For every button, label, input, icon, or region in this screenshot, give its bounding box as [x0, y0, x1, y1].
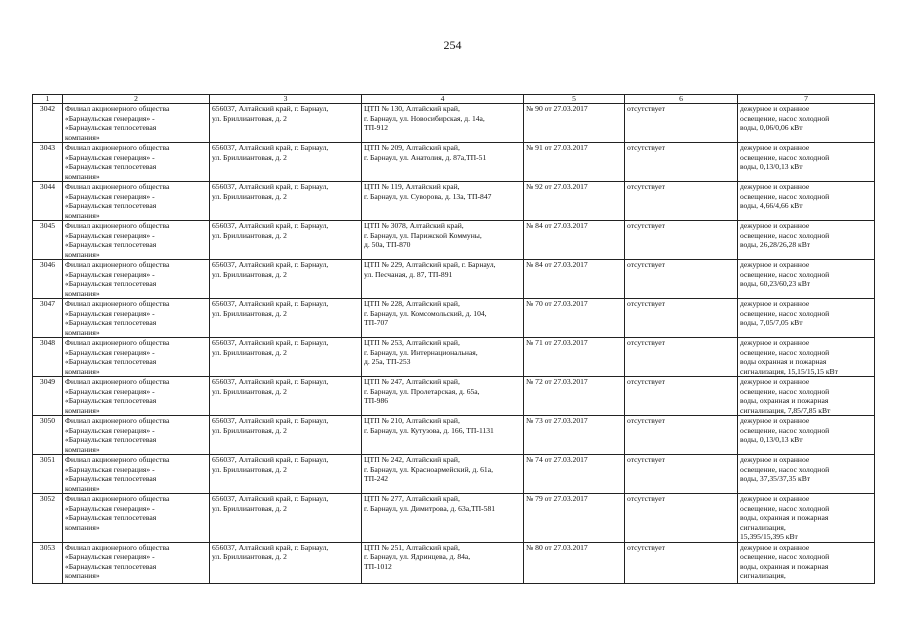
document-number-cell: № 84 от 27.03.2017	[524, 260, 625, 299]
cell-line: ул. Бриллиантовая, д. 2	[212, 230, 287, 240]
cell-line: освещение, насос холодной	[740, 503, 830, 513]
cell-line: ЦТП № 228, Алтайский край,	[364, 299, 460, 308]
status-cell: отсутствует	[625, 299, 738, 338]
cell-line: ЦТП № 253, Алтайский край,	[364, 338, 460, 347]
power-description-cell	[738, 377, 875, 416]
cell-line: дежурное и охранное	[740, 299, 810, 308]
document-number-cell: № 74 от 27.03.2017	[524, 455, 625, 494]
cell-line: 656037, Алтайский край, г. Барнаул,	[212, 143, 329, 152]
document-number-cell: № 73 от 27.03.2017	[524, 416, 625, 455]
cell-line: «Барнаульская генерация» -	[65, 230, 155, 240]
cell-line: Филиал акционерного общества	[65, 260, 170, 269]
table-body	[33, 104, 875, 584]
cell-line: 656037, Алтайский край, г. Барнаул,	[212, 260, 329, 269]
cell-line: компания»	[65, 366, 100, 376]
cell-line: г. Барнаул, ул. Новосибирская, д. 14а,	[364, 113, 485, 123]
table-row	[33, 338, 875, 377]
cell-line: дежурное и охранное	[740, 455, 810, 464]
status-cell: отсутствует	[625, 494, 738, 543]
power-description-cell	[738, 338, 875, 377]
object-location-cell	[362, 104, 524, 143]
cell-line: Филиал акционерного общества	[65, 416, 170, 425]
column-header: 4	[362, 95, 524, 104]
legal-address-cell	[210, 143, 362, 182]
status-cell: отсутствует	[625, 143, 738, 182]
cell-line: г. Барнаул, ул. Парижской Коммуны,	[364, 230, 482, 240]
cell-line: г. Барнаул, ул. Интернациональная,	[364, 347, 478, 357]
legal-address-cell	[210, 542, 362, 583]
cell-line: Филиал акционерного общества	[65, 338, 170, 347]
cell-line: «Барнаульская теплосетевая	[65, 162, 157, 171]
status-cell: отсутствует	[625, 542, 738, 583]
cell-line: ул. Бриллиантовая, д. 2	[212, 191, 287, 201]
cell-line: Филиал акционерного общества	[65, 494, 170, 503]
cell-line: компания»	[65, 288, 100, 298]
cell-line: г. Барнаул, ул. Димитрова, д. 63а,ТП-581	[364, 503, 496, 513]
legal-address-cell	[210, 416, 362, 455]
cell-line: ул. Бриллиантовая, д. 2	[212, 386, 287, 396]
legal-address-cell	[210, 260, 362, 299]
cell-line: воды, 0,13/0,13 кВт	[740, 162, 803, 171]
cell-line: г. Барнаул, ул. Комсомольский, д. 104,	[364, 308, 487, 318]
cell-line: Филиал акционерного общества	[65, 104, 170, 113]
cell-line: ул. Бриллиантовая, д. 2	[212, 552, 287, 561]
row-number-cell: 3047	[33, 299, 63, 338]
legal-address-cell	[210, 377, 362, 416]
legal-address-cell	[210, 494, 362, 543]
cell-line: воды, 7,05/7,05 кВт	[740, 318, 803, 327]
cell-line: 656037, Алтайский край, г. Барнаул,	[212, 221, 329, 230]
cell-line: «Барнаульская теплосетевая	[65, 396, 157, 405]
status-cell: отсутствует	[625, 338, 738, 377]
cell-line: воды, 26,28/26,28 кВт	[740, 240, 811, 249]
status-cell: отсутствует	[625, 104, 738, 143]
cell-line: воды, 4,66/4,66 кВт	[740, 201, 803, 210]
power-description-cell	[738, 182, 875, 221]
table-row	[33, 455, 875, 494]
organization-cell	[63, 104, 210, 143]
status-cell: отсутствует	[625, 377, 738, 416]
organization-cell	[63, 182, 210, 221]
cell-line: освещение, насос холодной	[740, 347, 830, 357]
object-location-cell	[362, 494, 524, 543]
cell-line: ул. Бриллиантовая, д. 2	[212, 308, 287, 318]
organization-cell	[63, 494, 210, 543]
status-cell: отсутствует	[625, 455, 738, 494]
cell-line: воды, охранная и пожарная	[740, 513, 829, 522]
document-number-cell: № 71 от 27.03.2017	[524, 338, 625, 377]
cell-line: «Барнаульская генерация» -	[65, 308, 155, 318]
cell-line: ЦТП № 130, Алтайский край,	[364, 104, 460, 113]
row-number-cell: 3045	[33, 221, 63, 260]
column-header: 7	[738, 95, 875, 104]
row-number-cell: 3050	[33, 416, 63, 455]
cell-line: «Барнаульская генерация» -	[65, 503, 155, 513]
document-number-cell: № 79 от 27.03.2017	[524, 494, 625, 543]
power-description-cell	[738, 299, 875, 338]
object-location-cell	[362, 260, 524, 299]
cell-line: дежурное и охранное	[740, 143, 810, 152]
header-row	[33, 95, 875, 104]
power-description-cell	[738, 455, 875, 494]
power-description-cell	[738, 542, 875, 583]
organization-cell	[63, 416, 210, 455]
object-location-cell	[362, 416, 524, 455]
table-row	[33, 104, 875, 143]
legal-address-cell	[210, 299, 362, 338]
cell-line: г. Барнаул, ул. Ядринцева, д. 84а,	[364, 552, 471, 561]
cell-line: ЦТП № 209, Алтайский край,	[364, 143, 460, 152]
organization-cell	[63, 260, 210, 299]
table-row	[33, 221, 875, 260]
table-row	[33, 377, 875, 416]
cell-line: г. Барнаул, ул. Анатолия, д. 87а,ТП-51	[364, 152, 487, 162]
legal-address-cell	[210, 455, 362, 494]
cell-line: ул. Песчаная, д. 87, ТП-891	[364, 269, 453, 279]
column-header: 2	[63, 95, 210, 104]
table-row	[33, 143, 875, 182]
organization-cell	[63, 143, 210, 182]
cell-line: Филиал акционерного общества	[65, 182, 170, 191]
cell-line: компания»	[65, 571, 100, 580]
cell-line: «Барнаульская теплосетевая	[65, 318, 157, 327]
cell-line: ул. Бриллиантовая, д. 2	[212, 152, 287, 162]
cell-line: сигнализация, 7,85/7,85 кВт	[740, 405, 831, 415]
document-number-cell: № 91 от 27.03.2017	[524, 143, 625, 182]
object-location-cell	[362, 143, 524, 182]
cell-line: «Барнаульская теплосетевая	[65, 561, 157, 571]
cell-line: ЦТП № 242, Алтайский край,	[364, 455, 460, 464]
cell-line: Филиал акционерного общества	[65, 299, 170, 308]
power-description-cell	[738, 494, 875, 543]
status-cell: отсутствует	[625, 221, 738, 260]
cell-line: освещение, насос холодной	[740, 386, 830, 396]
cell-line: освещение, насос холодной	[740, 152, 830, 162]
cell-line: компания»	[65, 132, 100, 142]
power-description-cell	[738, 104, 875, 143]
row-number-cell: 3044	[33, 182, 63, 221]
cell-line: компания»	[65, 210, 100, 220]
cell-line: воды, охранная и пожарная	[740, 396, 829, 405]
cell-line: освещение, насос холодной	[740, 464, 830, 474]
cell-line: 656037, Алтайский край, г. Барнаул,	[212, 377, 329, 386]
cell-line: 656037, Алтайский край, г. Барнаул,	[212, 299, 329, 308]
status-cell: отсутствует	[625, 416, 738, 455]
cell-line: Филиал акционерного общества	[65, 221, 170, 230]
cell-line: 656037, Алтайский край, г. Барнаул,	[212, 416, 329, 425]
cell-line: ул. Бриллиантовая, д. 2	[212, 347, 287, 357]
cell-line: «Барнаульская генерация» -	[65, 386, 155, 396]
cell-line: компания»	[65, 327, 100, 337]
row-number-cell: 3048	[33, 338, 63, 377]
cell-line: воды, 60,23/60,23 кВт	[740, 279, 811, 288]
document-number-cell: № 84 от 27.03.2017	[524, 221, 625, 260]
registry-table	[32, 94, 875, 584]
organization-cell	[63, 338, 210, 377]
cell-line: ТП-1012	[364, 561, 392, 571]
cell-line: 656037, Алтайский край, г. Барнаул,	[212, 494, 329, 503]
cell-line: 656037, Алтайский край, г. Барнаул,	[212, 104, 329, 113]
cell-line: ТП-242	[364, 474, 389, 483]
cell-line: компания»	[65, 171, 100, 181]
table-row	[33, 182, 875, 221]
cell-line: «Барнаульская генерация» -	[65, 347, 155, 357]
object-location-cell	[362, 338, 524, 377]
cell-line: 656037, Алтайский край, г. Барнаул,	[212, 182, 329, 191]
cell-line: «Барнаульская теплосетевая	[65, 123, 157, 132]
cell-line: ТП-986	[364, 396, 389, 405]
cell-line: ЦТП № 277, Алтайский край,	[364, 494, 460, 503]
document-number-cell: № 70 от 27.03.2017	[524, 299, 625, 338]
cell-line: компания»	[65, 444, 100, 454]
cell-line: освещение, насос холодной	[740, 269, 830, 279]
cell-line: Филиал акционерного общества	[65, 542, 170, 552]
column-header: 6	[625, 95, 738, 104]
cell-line: «Барнаульская теплосетевая	[65, 435, 157, 444]
document-number-cell: № 90 от 27.03.2017	[524, 104, 625, 143]
cell-line: воды, охранная и пожарная	[740, 561, 829, 571]
cell-line: дежурное и охранное	[740, 377, 810, 386]
organization-cell	[63, 542, 210, 583]
table-row	[33, 416, 875, 455]
legal-address-cell	[210, 182, 362, 221]
cell-line: 656037, Алтайский край, г. Барнаул,	[212, 455, 329, 464]
legal-address-cell	[210, 221, 362, 260]
cell-line: г. Барнаул, ул. Кутузова, д. 166, ТП-1131	[364, 425, 494, 435]
cell-line: освещение, насос холодной	[740, 230, 830, 240]
cell-line: г. Барнаул, ул. Пролетарская, д. 65а,	[364, 386, 480, 396]
cell-line: воды, 0,06/0,06 кВт	[740, 123, 803, 132]
cell-line: освещение, насос холодной	[740, 191, 830, 201]
cell-line: «Барнаульская генерация» -	[65, 152, 155, 162]
organization-cell	[63, 299, 210, 338]
document-number-cell: № 80 от 27.03.2017	[524, 542, 625, 583]
power-description-cell	[738, 416, 875, 455]
cell-line: 15,395/15,395 кВт	[740, 532, 798, 541]
cell-line: дежурное и охранное	[740, 221, 810, 230]
row-number-cell: 3051	[33, 455, 63, 494]
table-row	[33, 494, 875, 543]
page-number: 254	[443, 38, 462, 52]
cell-line: д. 25а, ТП-253	[364, 357, 411, 366]
object-location-cell	[362, 182, 524, 221]
cell-line: ул. Бриллиантовая, д. 2	[212, 425, 287, 435]
table-row	[33, 542, 875, 583]
cell-line: дежурное и охранное	[740, 542, 810, 552]
row-number-cell: 3043	[33, 143, 63, 182]
cell-line: «Барнаульская теплосетевая	[65, 474, 157, 483]
cell-line: «Барнаульская теплосетевая	[65, 201, 157, 210]
cell-line: ЦТП № 3078, Алтайский край,	[364, 221, 464, 230]
status-cell: отсутствует	[625, 182, 738, 221]
cell-line: освещение, насос холодной	[740, 552, 830, 561]
object-location-cell	[362, 377, 524, 416]
column-header: 1	[33, 95, 63, 104]
cell-line: «Барнаульская теплосетевая	[65, 279, 157, 288]
cell-line: ЦТП № 229, Алтайский край, г. Барнаул,	[364, 260, 496, 269]
legal-address-cell	[210, 338, 362, 377]
cell-line: «Барнаульская теплосетевая	[65, 357, 157, 366]
cell-line: компания»	[65, 405, 100, 415]
column-header: 3	[210, 95, 362, 104]
column-header: 5	[524, 95, 625, 104]
cell-line: ТП-707	[364, 318, 389, 327]
cell-line: Филиал акционерного общества	[65, 377, 170, 386]
document-number-cell: № 72 от 27.03.2017	[524, 377, 625, 416]
cell-line: г. Барнаул, ул. Суворова, д. 13а, ТП-847	[364, 191, 492, 201]
cell-line: воды охранная и пожарная	[740, 357, 827, 366]
legal-address-cell	[210, 104, 362, 143]
power-description-cell	[738, 260, 875, 299]
cell-line: «Барнаульская генерация» -	[65, 191, 155, 201]
organization-cell	[63, 455, 210, 494]
cell-line: ЦТП № 210, Алтайский край,	[364, 416, 460, 425]
cell-line: освещение, насос холодной	[740, 308, 830, 318]
cell-line: д. 50а, ТП-870	[364, 240, 411, 249]
cell-line: Филиал акционерного общества	[65, 455, 170, 464]
cell-line: ул. Бриллиантовая, д. 2	[212, 113, 287, 123]
cell-line: «Барнаульская генерация» -	[65, 113, 155, 123]
cell-line: дежурное и охранное	[740, 416, 810, 425]
cell-line: компания»	[65, 483, 100, 493]
object-location-cell	[362, 455, 524, 494]
object-location-cell	[362, 542, 524, 583]
cell-line: воды, 0,13/0,13 кВт	[740, 435, 803, 444]
organization-cell	[63, 221, 210, 260]
power-description-cell	[738, 221, 875, 260]
cell-line: дежурное и охранное	[740, 104, 810, 113]
cell-line: «Барнаульская генерация» -	[65, 552, 155, 561]
cell-line: дежурное и охранное	[740, 494, 810, 503]
table-row	[33, 260, 875, 299]
row-number-cell: 3046	[33, 260, 63, 299]
cell-line: сигнализация, 15,15/15,15 кВт	[740, 366, 838, 376]
cell-line: «Барнаульская генерация» -	[65, 464, 155, 474]
cell-line: компания»	[65, 522, 100, 532]
cell-line: «Барнаульская генерация» -	[65, 425, 155, 435]
row-number-cell: 3049	[33, 377, 63, 416]
status-cell: отсутствует	[625, 260, 738, 299]
cell-line: ЦТП № 251, Алтайский край,	[364, 542, 460, 552]
cell-line: ТП-912	[364, 123, 389, 132]
cell-line: ЦТП № 119, Алтайский край,	[364, 182, 460, 191]
cell-line: г. Барнаул, ул. Красноармейский, д. 61а,	[364, 464, 493, 474]
row-number-cell: 3053	[33, 542, 63, 583]
cell-line: «Барнаульская генерация» -	[65, 269, 155, 279]
cell-line: дежурное и охранное	[740, 338, 810, 347]
document-number-cell: № 92 от 27.03.2017	[524, 182, 625, 221]
cell-line: дежурное и охранное	[740, 182, 810, 191]
organization-cell	[63, 377, 210, 416]
object-location-cell	[362, 221, 524, 260]
cell-line: Филиал акционерного общества	[65, 143, 170, 152]
cell-line: ЦТП № 247, Алтайский край,	[364, 377, 460, 386]
cell-line: «Барнаульская теплосетевая	[65, 513, 157, 522]
cell-line: 656037, Алтайский край, г. Барнаул,	[212, 542, 329, 552]
cell-line: сигнализация,	[740, 571, 786, 580]
cell-line: воды, 37,35/37,35 кВт	[740, 474, 811, 483]
power-description-cell	[738, 143, 875, 182]
row-number-cell: 3052	[33, 494, 63, 543]
table-row	[33, 299, 875, 338]
object-location-cell	[362, 299, 524, 338]
cell-line: компания»	[65, 249, 100, 259]
cell-line: дежурное и охранное	[740, 260, 810, 269]
cell-line: «Барнаульская теплосетевая	[65, 240, 157, 249]
cell-line: освещение, насос холодной	[740, 425, 830, 435]
cell-line: ул. Бриллиантовая, д. 2	[212, 464, 287, 474]
cell-line: ул. Бриллиантовая, д. 2	[212, 269, 287, 279]
cell-line: ул. Бриллиантовая, д. 2	[212, 503, 287, 513]
cell-line: сигнализация,	[740, 522, 786, 532]
row-number-cell: 3042	[33, 104, 63, 143]
cell-line: освещение, насос холодной	[740, 113, 830, 123]
cell-line: 656037, Алтайский край, г. Барнаул,	[212, 338, 329, 347]
